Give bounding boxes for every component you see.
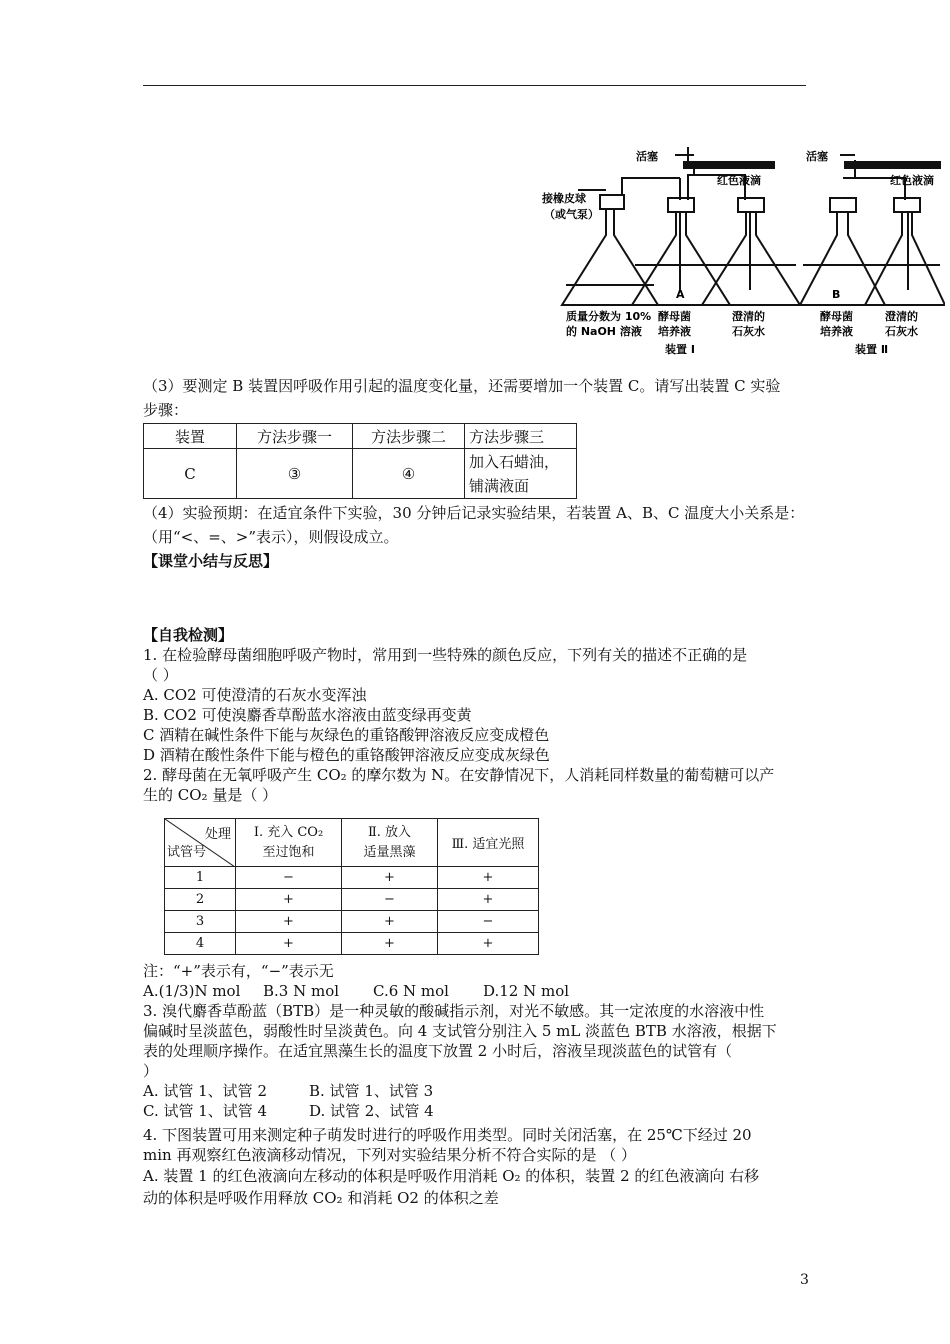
label-flask-b: B xyxy=(832,288,841,301)
label-red-drop-1: 红色液滴 xyxy=(717,174,761,187)
q3-line2: 步骤： xyxy=(143,401,189,419)
p1-option-a: A. CO2 可使澄清的石灰水变浑浊 xyxy=(143,686,367,704)
label-naoh-1: 质量分数为 10% xyxy=(566,310,652,323)
p1-stem2: （ ） xyxy=(143,666,178,684)
label-naoh-2: 的 NaOH 溶液 xyxy=(566,325,642,338)
p2-option-d: D.12 N mol xyxy=(483,982,570,1000)
steps-header-2: 方法步骤二 xyxy=(353,424,465,449)
steps-cell-device: C xyxy=(144,449,237,499)
page-number: 3 xyxy=(800,1272,809,1288)
label-yeast-1: 酵母菌 xyxy=(658,310,691,323)
label-flask-a: A xyxy=(676,288,685,301)
btb-col1-line2: 至过饱和 xyxy=(262,844,315,860)
label-yeast-2: 酵母菌 xyxy=(820,310,853,323)
p3-stem3: 表的处理顺序操作。在适宜黑藻生长的温度下放置 2 小时后，溶液呈现淡蓝色的试管有（ xyxy=(143,1042,733,1060)
btb-row1-id: 1 xyxy=(165,867,236,889)
steps-cell-1: ③ xyxy=(237,449,353,499)
p3-options-ab xyxy=(143,1081,433,1101)
q4-line1: （4）实验预期：在适宜条件下实验，30 分钟后记录实验结果，若装置 A、B、C 温度大小关系是： xyxy=(143,504,805,522)
p4-stem1: 4. 下图装置可用来测定种子萌发时进行的呼吸作用类型。同时关闭活塞，在 25℃下经过 20 xyxy=(143,1126,752,1144)
label-stopcock-1: 活塞 xyxy=(636,150,658,163)
label-lime-1: 澄清的 xyxy=(732,310,765,323)
label-lime-2b: 石灰水 xyxy=(885,325,918,338)
label-stopcock-2: 活塞 xyxy=(806,150,828,163)
p3-stem4: ） xyxy=(143,1062,159,1080)
p1-option-d: D 酒精在酸性条件下能与橙色的重铬酸钾溶液反应变成灰绿色 xyxy=(143,746,550,764)
p3-options-cd xyxy=(143,1101,434,1121)
btb-col2 xyxy=(342,819,438,867)
p3-stem1: 3. 溴代麝香草酚蓝（BTB）是一种灵敏的酸碱指示剂，对光不敏感。其一定浓度的水溶液中性 xyxy=(143,1002,765,1020)
p3-stem2: 偏碱时呈淡蓝色，弱酸性时呈淡黄色。向 4 支试管分别注入 5 mL 淡蓝色 BTB 水溶液，根据下 xyxy=(143,1022,777,1040)
p2-stem1: 2. 酵母菌在无氧呼吸产生 CO₂ 的摩尔数为 N。在安静情况下，人消耗同样数量的葡萄糖可以产 xyxy=(143,766,775,784)
btb-row4-id: 4 xyxy=(165,933,236,955)
btb-row2-c3: + xyxy=(438,889,539,911)
label-red-drop-2: 红色液滴 xyxy=(890,174,934,187)
p3-option-d: D. 试管 2、试管 4 xyxy=(309,1102,434,1120)
btb-row3-c1: + xyxy=(236,911,342,933)
caption-device-2: 装置 Ⅱ xyxy=(855,343,889,356)
steps-header-1: 方法步骤一 xyxy=(237,424,353,449)
p2-option-b: B.3 N mol xyxy=(263,982,340,1000)
p4-stem2: min 再观察红色液滴移动情况，下列对实验结果分析不符合实际的是 （ ） xyxy=(143,1146,636,1164)
label-yeast-1b: 培养液 xyxy=(658,325,691,338)
p3-option-c: C. 试管 1、试管 4 xyxy=(143,1102,268,1120)
steps-cell-3 xyxy=(465,449,577,499)
corner-top: 处理 xyxy=(204,827,231,842)
btb-corner xyxy=(165,819,236,867)
p1-option-b: B. CO2 可使溴麝香草酚蓝水溶液由蓝变绿再变黄 xyxy=(143,706,472,724)
label-bulb: 接橡皮球 xyxy=(542,192,586,205)
btb-row2-id: 2 xyxy=(165,889,236,911)
label-yeast-2b: 培养液 xyxy=(820,325,853,338)
caption-device-1: 装置 Ⅰ xyxy=(665,343,695,356)
table-note: 注：“+”表示有，“−”表示无 xyxy=(143,962,334,980)
p4-option-a-line2: 动的体积是呼吸作用释放 CO₂ 和消耗 O2 的体积之差 xyxy=(143,1189,499,1207)
btb-row2-c1: + xyxy=(236,889,342,911)
p3-option-b: B. 试管 1、试管 3 xyxy=(309,1082,434,1100)
p2-option-c: C.6 N mol xyxy=(373,982,449,1000)
p2-options xyxy=(143,981,569,1001)
p1-stem1: 1. 在检验酵母菌细胞呼吸产物时，常用到一些特殊的颜色反应，下列有关的描述不正确的是 xyxy=(143,646,748,664)
steps-cell-2: ④ xyxy=(353,449,465,499)
apparatus-figure xyxy=(540,140,945,360)
btb-row4-c1: + xyxy=(236,933,342,955)
btb-col1 xyxy=(236,819,342,867)
selfcheck-heading: 【自我检测】 xyxy=(143,626,234,644)
p1-option-c: C 酒精在碱性条件下能与灰绿色的重铬酸钾溶液反应变成橙色 xyxy=(143,726,550,744)
q4-line2: （用“<、=、>”表示），则假设成立。 xyxy=(143,528,399,546)
p2-option-a: A.(1/3)N mol xyxy=(143,982,241,1000)
btb-col2-line1: Ⅱ. 放入 xyxy=(367,824,412,840)
steps-table xyxy=(143,423,577,499)
steps-header-device: 装置 xyxy=(144,424,237,449)
btb-row1-c3: + xyxy=(438,867,539,889)
btb-col1-line1: Ⅰ. 充入 CO₂ xyxy=(253,824,324,840)
btb-table xyxy=(164,818,539,955)
btb-row2-c2: − xyxy=(342,889,438,911)
p2-stem2: 生的 CO₂ 量是（ ） xyxy=(143,786,278,804)
corner-bottom: 试管号 xyxy=(167,845,207,860)
p4-option-a-line1: A. 装置 1 的红色液滴向左移动的体积是呼吸作用消耗 O₂ 的体积，装置 2 的红色液滴向 右移 xyxy=(143,1167,760,1185)
btb-row3-c3: − xyxy=(438,911,539,933)
btb-row4-c2: + xyxy=(342,933,438,955)
btb-row3-c2: + xyxy=(342,911,438,933)
summary-heading: 【课堂小结与反思】 xyxy=(143,552,279,570)
btb-row4-c3: + xyxy=(438,933,539,955)
btb-col3: Ⅲ. 适宜光照 xyxy=(438,819,539,867)
header-rule xyxy=(143,85,806,86)
btb-row1-c1: − xyxy=(236,867,342,889)
btb-row3-id: 3 xyxy=(165,911,236,933)
btb-col2-line2: 适量黑藻 xyxy=(363,844,416,860)
q3-line1: （3）要测定 B 装置因呼吸作用引起的温度变化量，还需要增加一个装置 C。请写出装置 C 实验 xyxy=(143,377,781,395)
steps-header-3: 方法步骤三 xyxy=(465,424,577,449)
steps-cell-3-line1: 加入石蜡油， xyxy=(469,452,560,471)
label-bulb2: （或气泵） xyxy=(544,208,599,221)
btb-row1-c2: + xyxy=(342,867,438,889)
label-lime-2: 澄清的 xyxy=(885,310,918,323)
p3-option-a: A. 试管 1、试管 2 xyxy=(143,1082,267,1100)
label-lime-1b: 石灰水 xyxy=(732,325,765,338)
steps-cell-3-line2: 铺满液面 xyxy=(469,476,530,495)
